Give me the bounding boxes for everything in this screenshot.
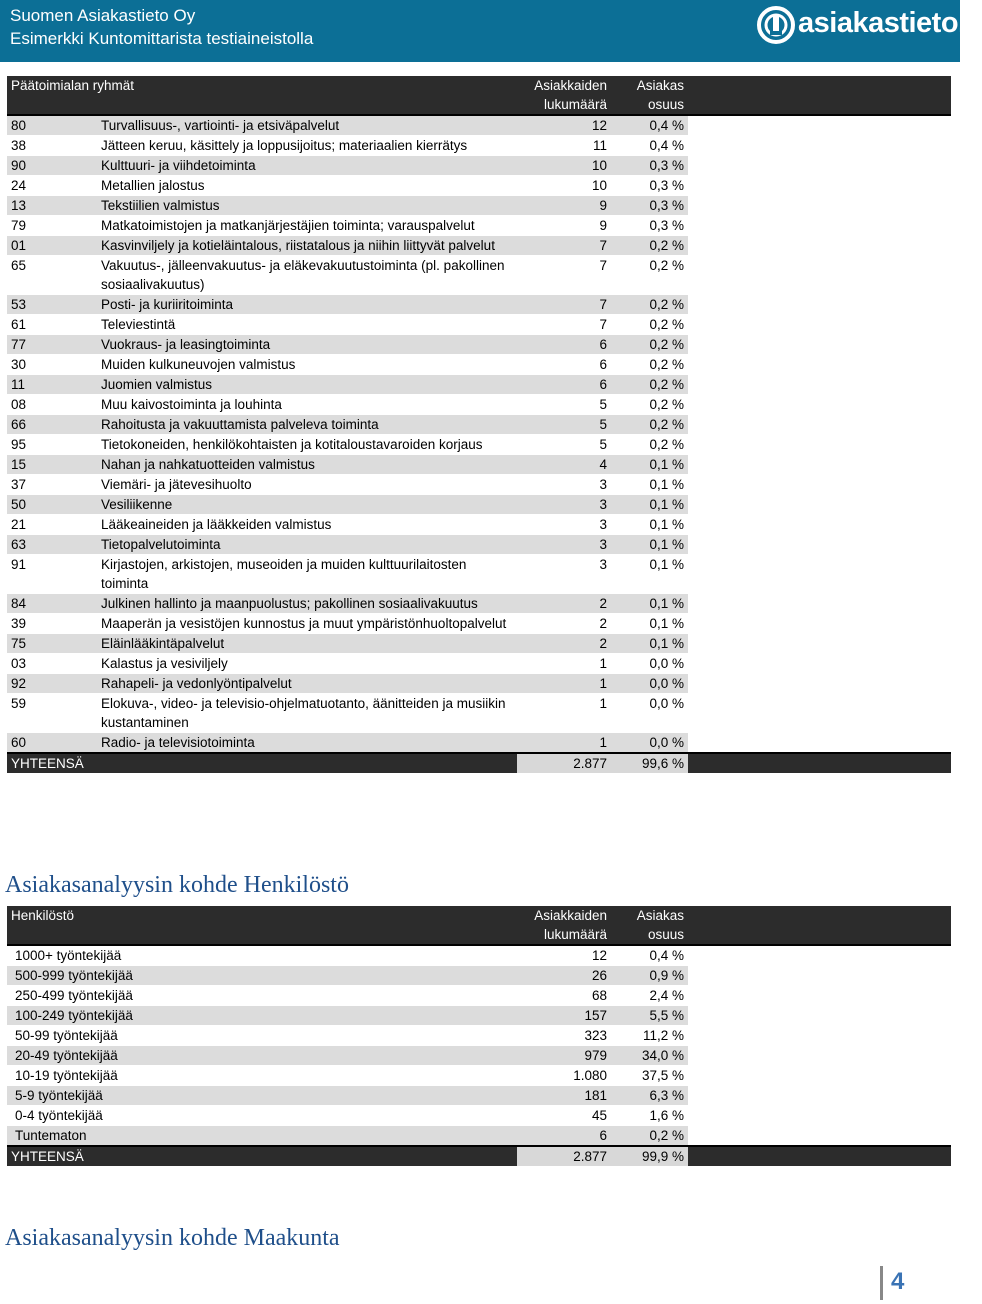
industry-code: 39 [7,614,97,634]
customer-share: 1,6 % [611,1106,688,1126]
table-row [7,1106,951,1126]
table-row [7,495,951,515]
industry-code: 21 [7,515,97,535]
total-count: 2.877 [517,753,611,773]
row-filler [688,115,951,136]
table-row [7,1086,951,1106]
table-row [7,694,951,733]
industry-code: 50 [7,495,97,515]
row-filler [688,1046,951,1066]
customer-count: 1 [517,694,611,733]
col-count-header: Asiakkaiden lukumäärä [517,906,611,945]
industry-label: Vesiliikenne [97,495,517,515]
customer-count: 11 [517,136,611,156]
table-row [7,986,951,1006]
customer-count: 6 [517,335,611,355]
industry-label: Metallien jalostus [97,176,517,196]
customer-count: 323 [517,1026,611,1046]
table-row [7,196,951,216]
row-filler [688,455,951,475]
total-row [7,1146,951,1166]
industry-code: 66 [7,415,97,435]
col-group-header: Päätoimialan ryhmät [7,76,517,115]
industry-code: 95 [7,435,97,455]
industry-code: 37 [7,475,97,495]
customer-count: 4 [517,455,611,475]
customer-count: 12 [517,945,611,966]
industry-code: 91 [7,555,97,594]
customer-share: 0,4 % [611,136,688,156]
row-filler [688,236,951,256]
customer-share: 0,1 % [611,594,688,614]
row-filler [688,1126,951,1147]
row-filler [688,216,951,236]
table-header-row [7,906,951,945]
staff-size-label: 250-499 työntekijää [7,986,517,1006]
table-row [7,395,951,415]
row-filler [688,355,951,375]
staff-size-label: 10-19 työntekijää [7,1066,517,1086]
customer-share: 6,3 % [611,1086,688,1106]
row-filler [688,515,951,535]
row-filler [688,1066,951,1086]
table-row [7,1046,951,1066]
customer-count: 6 [517,355,611,375]
col-share-header: Asiakas osuus [611,76,688,115]
row-filler [688,156,951,176]
table-row [7,733,951,754]
table-row [7,136,951,156]
customer-share: 0,2 % [611,375,688,395]
customer-share: 0,9 % [611,966,688,986]
row-filler [688,295,951,315]
customer-share: 0,3 % [611,196,688,216]
industry-code: 11 [7,375,97,395]
industry-code: 38 [7,136,97,156]
customer-count: 1.080 [517,1066,611,1086]
row-filler [688,495,951,515]
row-filler [688,594,951,614]
customer-share: 0,1 % [611,495,688,515]
industry-label: Juomien valmistus [97,375,517,395]
table-row [7,295,951,315]
customer-count: 979 [517,1046,611,1066]
row-filler [688,176,951,196]
customer-share: 0,1 % [611,555,688,594]
industry-code: 79 [7,216,97,236]
row-filler [688,1086,951,1106]
row-filler [688,475,951,495]
industry-label: Rahapeli- ja vedonlyöntipalvelut [97,674,517,694]
industry-label: Kirjastojen, arkistojen, museoiden ja muiden kulttuurilaitosten toiminta [97,555,517,594]
customer-share: 0,2 % [611,435,688,455]
industry-code: 63 [7,535,97,555]
customer-share: 0,1 % [611,535,688,555]
customer-count: 3 [517,555,611,594]
customer-share: 0,1 % [611,515,688,535]
logo-icon [756,5,796,45]
industry-label: Lääkeaineiden ja lääkkeiden valmistus [97,515,517,535]
table-row [7,435,951,455]
table-row [7,555,951,594]
industry-code: 60 [7,733,97,754]
table-row [7,455,951,475]
section-heading-staff: Asiakasanalyysin kohde Henkilöstö [5,872,349,898]
customer-count: 26 [517,966,611,986]
total-label: YHTEENSÄ [7,1146,517,1166]
table-row [7,355,951,375]
row-filler [688,435,951,455]
col-count-header: Asiakkaiden lukumäärä [517,76,611,115]
staff-table [7,906,951,1166]
customer-share: 0,4 % [611,945,688,966]
customer-count: 9 [517,216,611,236]
industry-label: Eläinlääkintäpalvelut [97,634,517,654]
row-filler [688,654,951,674]
industry-label: Matkatoimistojen ja matkanjärjestäjien toiminta; varauspalvelut [97,216,517,236]
customer-count: 3 [517,535,611,555]
table-row [7,945,951,966]
customer-count: 68 [517,986,611,1006]
row-filler [688,634,951,654]
table-row [7,1006,951,1026]
customer-share: 0,2 % [611,355,688,375]
industry-label: Turvallisuus-, vartiointi- ja etsiväpalvelut [97,115,517,136]
total-filler [688,753,951,773]
row-filler [688,375,951,395]
industry-label: Jätteen keruu, käsittely ja loppusijoitus; materiaalien kierrätys [97,136,517,156]
table-row [7,156,951,176]
row-filler [688,555,951,594]
customer-count: 7 [517,295,611,315]
total-row [7,753,951,773]
industry-label: Kasvinviljely ja kotieläintalous, riistatalous ja niihin liittyvät palvelut [97,236,517,256]
row-filler [688,1106,951,1126]
table-row [7,375,951,395]
customer-share: 0,0 % [611,694,688,733]
customer-count: 157 [517,1006,611,1026]
table-row [7,515,951,535]
company-name: Suomen Asiakastieto Oy [10,6,196,25]
table-row [7,315,951,335]
industry-code: 80 [7,115,97,136]
table-header-row [7,76,951,115]
table-row [7,1066,951,1086]
customer-share: 0,0 % [611,674,688,694]
industry-label: Rahoitusta ja vakuuttamista palveleva toiminta [97,415,517,435]
report-subtitle: Esimerkki Kuntomittarista testiaineistolla [10,29,314,48]
industry-code: 92 [7,674,97,694]
industry-code: 53 [7,295,97,315]
industry-code: 01 [7,236,97,256]
customer-count: 5 [517,415,611,435]
staff-size-label: 5-9 työntekijää [7,1086,517,1106]
staff-size-label: 1000+ työntekijää [7,945,517,966]
row-filler [688,733,951,754]
total-count: 2.877 [517,1146,611,1166]
customer-count: 5 [517,435,611,455]
customer-share: 11,2 % [611,1026,688,1046]
industry-label: Julkinen hallinto ja maanpuolustus; pakollinen sosiaalivakuutus [97,594,517,614]
row-filler [688,196,951,216]
industry-label: Tekstiilien valmistus [97,196,517,216]
row-filler [688,966,951,986]
customer-share: 0,2 % [611,395,688,415]
row-filler [688,1026,951,1046]
industry-code: 77 [7,335,97,355]
customer-share: 5,5 % [611,1006,688,1026]
customer-count: 6 [517,375,611,395]
row-filler [688,694,951,733]
industry-code: 15 [7,455,97,475]
industry-code: 90 [7,156,97,176]
header-filler [688,76,951,115]
industry-code: 08 [7,395,97,415]
industry-code: 59 [7,694,97,733]
table-row [7,415,951,435]
page-number: 4 [880,1266,923,1300]
customer-share: 0,2 % [611,335,688,355]
industry-table [7,76,951,773]
staff-size-label: 0-4 työntekijää [7,1106,517,1126]
customer-share: 0,4 % [611,115,688,136]
total-label: YHTEENSÄ [7,753,517,773]
customer-share: 0,2 % [611,295,688,315]
customer-share: 0,2 % [611,415,688,435]
industry-code: 65 [7,256,97,295]
table-row [7,216,951,236]
customer-count: 45 [517,1106,611,1126]
industry-label: Vakuutus-, jälleenvakuutus- ja eläkevakuutustoiminta (pl. pakollinen sosiaalivakuutus) [97,256,517,295]
row-filler [688,256,951,295]
customer-count: 7 [517,256,611,295]
industry-label: Posti- ja kuriiritoiminta [97,295,517,315]
customer-count: 2 [517,634,611,654]
table-row [7,256,951,295]
table-row [7,1126,951,1147]
customer-share: 2,4 % [611,986,688,1006]
customer-count: 7 [517,236,611,256]
customer-share: 0,0 % [611,733,688,754]
customer-share: 0,2 % [611,236,688,256]
customer-count: 7 [517,315,611,335]
industry-label: Kalastus ja vesiviljely [97,654,517,674]
industry-label: Muu kaivostoiminta ja louhinta [97,395,517,415]
staff-size-label: Tuntematon [7,1126,517,1147]
total-share: 99,9 % [611,1146,688,1166]
total-filler [688,1146,951,1166]
table-row [7,236,951,256]
staff-size-label: 50-99 työntekijää [7,1026,517,1046]
customer-share: 0,0 % [611,654,688,674]
row-filler [688,415,951,435]
header-filler [688,906,951,945]
customer-count: 3 [517,515,611,535]
customer-count: 2 [517,594,611,614]
industry-code: 30 [7,355,97,375]
staff-size-label: 500-999 työntekijää [7,966,517,986]
row-filler [688,335,951,355]
table-row [7,1026,951,1046]
customer-share: 0,1 % [611,634,688,654]
industry-label: Nahan ja nahkatuotteiden valmistus [97,455,517,475]
industry-label: Kulttuuri- ja viihdetoiminta [97,156,517,176]
row-filler [688,395,951,415]
industry-label: Viemäri- ja jätevesihuolto [97,475,517,495]
staff-size-label: 100-249 työntekijää [7,1006,517,1026]
row-filler [688,614,951,634]
staff-size-label: 20-49 työntekijää [7,1046,517,1066]
industry-label: Maaperän ja vesistöjen kunnostus ja muut ympäristönhuoltopalvelut [97,614,517,634]
customer-share: 0,3 % [611,156,688,176]
industry-label: Elokuva-, video- ja televisio-ohjelmatuotanto, äänitteiden ja musiikin kustantaminen [97,694,517,733]
industry-label: Televiestintä [97,315,517,335]
industry-code: 84 [7,594,97,614]
customer-count: 3 [517,475,611,495]
table-row [7,115,951,136]
customer-share: 0,3 % [611,176,688,196]
customer-share: 0,1 % [611,475,688,495]
industry-code: 61 [7,315,97,335]
customer-count: 10 [517,156,611,176]
table-row [7,535,951,555]
col-share-header: Asiakas osuus [611,906,688,945]
total-share: 99,6 % [611,753,688,773]
customer-share: 34,0 % [611,1046,688,1066]
customer-count: 1 [517,654,611,674]
row-filler [688,136,951,156]
row-filler [688,1006,951,1026]
customer-share: 0,2 % [611,315,688,335]
industry-label: Radio- ja televisiotoiminta [97,733,517,754]
table-row [7,966,951,986]
customer-share: 0,3 % [611,216,688,236]
brand-logo [756,3,982,47]
customer-count: 10 [517,176,611,196]
industry-code: 75 [7,634,97,654]
industry-code: 03 [7,654,97,674]
table-row [7,674,951,694]
section-heading-region: Asiakasanalyysin kohde Maakunta [5,1225,340,1251]
customer-count: 1 [517,674,611,694]
row-filler [688,945,951,966]
row-filler [688,535,951,555]
row-filler [688,986,951,1006]
table-row [7,634,951,654]
row-filler [688,674,951,694]
logo-wordmark: asiakastieto.fi [798,7,982,39]
customer-count: 181 [517,1086,611,1106]
customer-count: 6 [517,1126,611,1147]
table-row [7,654,951,674]
col-group-header: Henkilöstö [7,906,517,945]
table-row [7,614,951,634]
customer-share: 0,2 % [611,1126,688,1147]
page-header [0,0,982,62]
industry-label: Vuokraus- ja leasingtoiminta [97,335,517,355]
table-row [7,335,951,355]
customer-count: 5 [517,395,611,415]
industry-code: 24 [7,176,97,196]
customer-share: 0,1 % [611,455,688,475]
industry-label: Tietopalvelutoiminta [97,535,517,555]
customer-count: 3 [517,495,611,515]
customer-count: 1 [517,733,611,754]
customer-share: 0,2 % [611,256,688,295]
customer-share: 37,5 % [611,1066,688,1086]
row-filler [688,315,951,335]
industry-label: Tietokoneiden, henkilökohtaisten ja kotitaloustavaroiden korjaus [97,435,517,455]
customer-count: 12 [517,115,611,136]
customer-count: 2 [517,614,611,634]
industry-label: Muiden kulkuneuvojen valmistus [97,355,517,375]
table-row [7,594,951,614]
customer-count: 9 [517,196,611,216]
table-row [7,176,951,196]
industry-code: 13 [7,196,97,216]
table-row [7,475,951,495]
customer-share: 0,1 % [611,614,688,634]
